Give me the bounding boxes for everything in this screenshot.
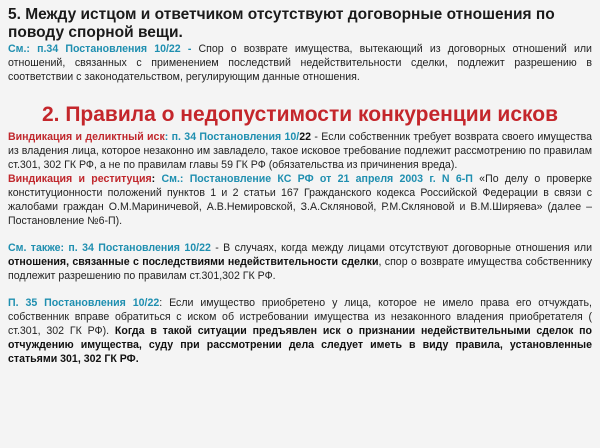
section5-ref: См.: п.34 Постановления 10/22 — [8, 43, 181, 55]
vindication-delict-paragraph — [8, 130, 592, 172]
see-also-text1: - В случаях, когда между лицами отсутствуют договорные отношения или — [210, 242, 592, 254]
vindication-restitution-paragraph — [8, 172, 592, 228]
vindication-delict-ref: : п. 34 Постановления 10/ — [164, 131, 300, 143]
p35-paragraph — [8, 296, 592, 366]
vindication-restitution-ref: См.: Постановление КС РФ от 21 апреля 2003 г. N 6-П — [161, 173, 473, 185]
spacer — [8, 228, 592, 241]
vindication-delict-ref-bold: 22 — [299, 131, 312, 143]
vindication-delict-label: Виндикация и деликтный иск — [8, 131, 165, 143]
p35-ref: П. 35 Постановления 10/22 — [8, 297, 160, 309]
see-also-paragraph — [8, 241, 592, 283]
section5-paragraph — [8, 42, 592, 84]
vindication-restitution-text: «По делу о проверке конституционности положений пунктов 1 и 2 статьи 167 Гражданского кодекса Российской Федерации в связи с жалобами граждан О.М.Мариничевой, А.В.Немировской, З.А.Скляновой, Р.М.Скляновой и В.М.Ширяева» (далее – Постановление №6-П). — [8, 173, 592, 227]
see-also-ref: См. также: п. 34 Постановления 10/22 — [8, 242, 211, 254]
vindication-restitution-colon: : — [151, 173, 162, 185]
section5-sep: - — [180, 43, 199, 55]
p35-bold: Когда в такой ситуации предъявлен иск о признании недействительными сделок по отчуждению имущества, суду при рассмотрении дела следует иметь в виду правила, установленные статьями 301, 302 ГК РФ. — [8, 325, 592, 365]
vindication-delict-text: - Если собственник требует возврата своего имущества из владения лица, которое незаконно им завладело, такое исковое требование подлежит рассмотрению по правилам ст.301, 302 ГК РФ, а не по правилам главы 59 ГК РФ (обязательства из причинения вреда). — [8, 131, 592, 171]
see-also-text2: , спор о возврате имущества собственнику подлежит разрешению по правилам ст.301,302 ГК РФ. — [8, 256, 592, 282]
see-also-bold: отношения, связанные с последствиями недействительности сделки — [8, 256, 379, 268]
section5-heading: 5. Между истцом и ответчиком отсутствуют договорные отношения по поводу спорной вещи. — [8, 6, 555, 41]
p35-text1: : Если имущество приобретено у лица, которое не имело права его отчуждать, собственник вправе обратиться с иском об истребовании имущества из незаконного владения приобретателя ( ст.301, 302 ГК РФ). — [8, 297, 592, 337]
section5-text: Спор о возврате имущества, вытекающий из договорных отношений или отношений, связанных с применением последствий недействительности сделки, подлежит разрешению в соответствии с законодательством, регулирующим данные отношения. — [8, 43, 592, 83]
section2-heading: 2. Правила о недопустимости конкуренции исков — [41, 103, 558, 126]
vindication-restitution-label: Виндикация и реституция — [8, 173, 152, 185]
spacer — [8, 283, 592, 296]
